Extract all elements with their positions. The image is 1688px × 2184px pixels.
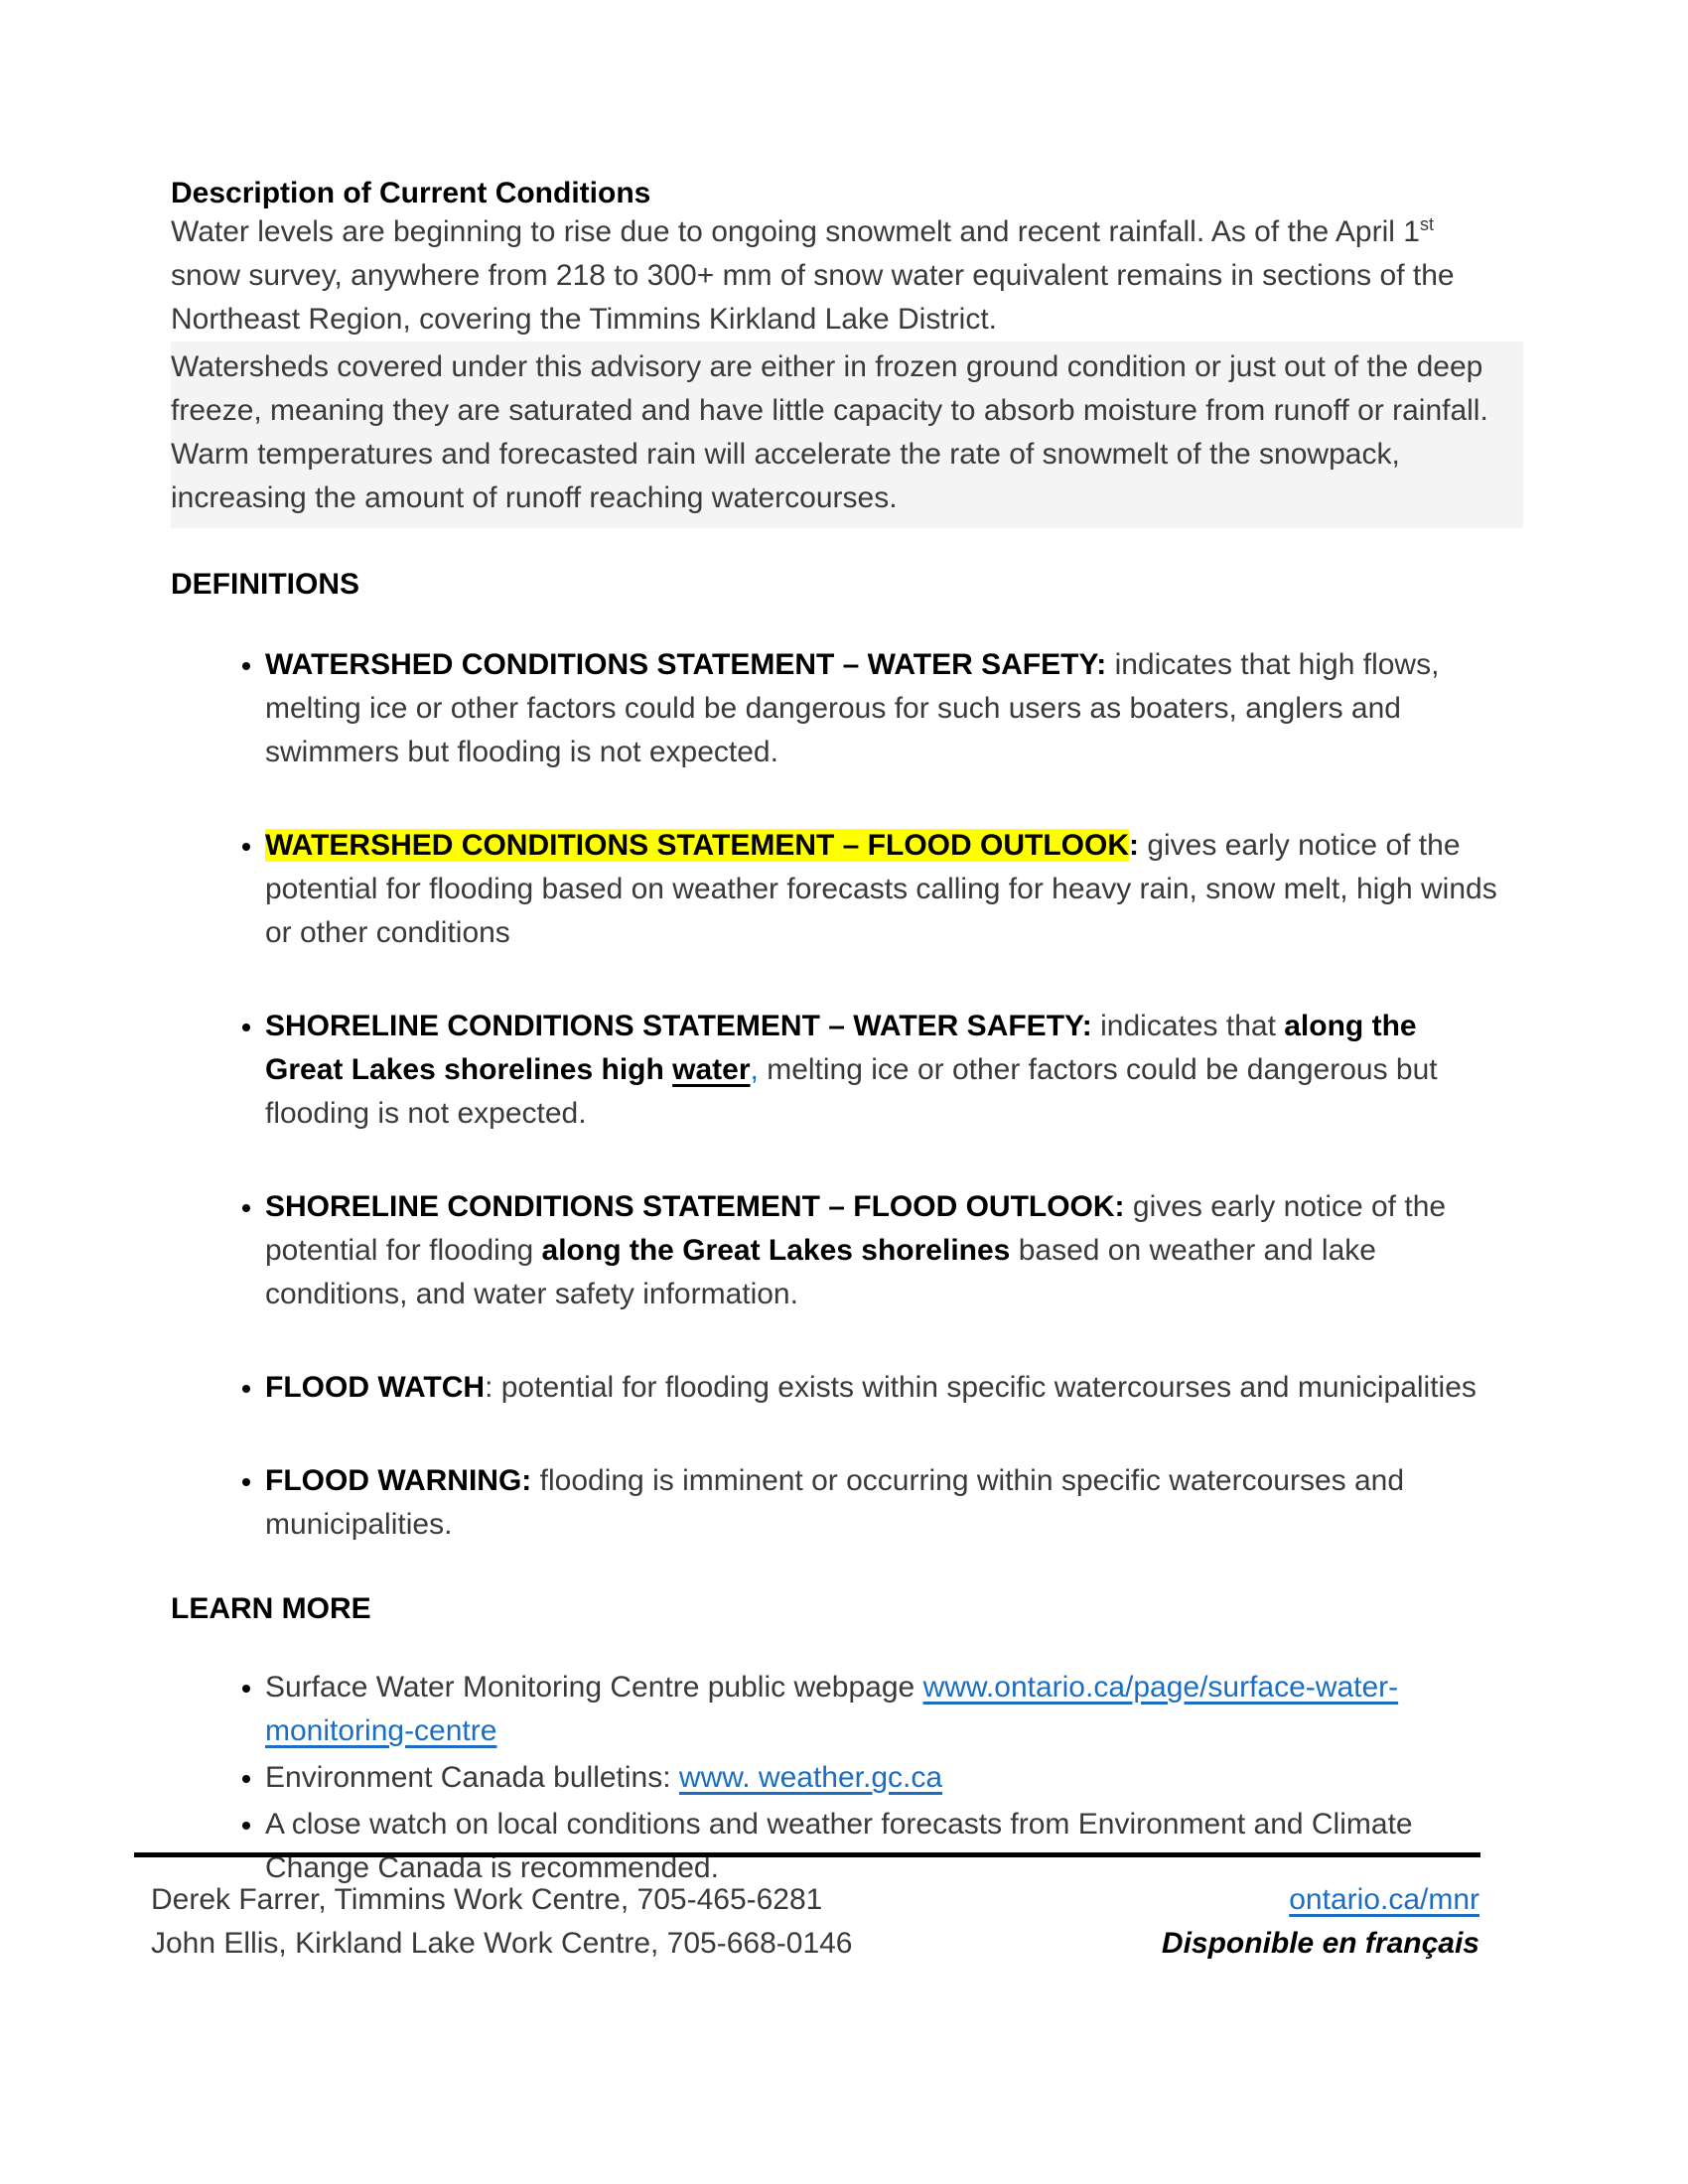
learn-more-text: A close watch on local conditions and weather forecasts from Environment and Climate Change Canada is recommended. xyxy=(265,1808,1413,1884)
definition-flood-watch xyxy=(265,1366,1501,1410)
definition-blue-comma: , xyxy=(750,1053,759,1086)
paragraph-watersheds-advisory: Watersheds covered under this advisory are either in frozen ground condition or just out of the deep freeze, meaning they are saturated and have little capacity to absorb moisture from runoff or rainfall. Warm temperatures and forecasted rain will accelerate the rate of snowmelt of the snowpack, increasing the amount of runoff reaching watercourses. xyxy=(171,341,1523,528)
superscript-st: st xyxy=(1419,214,1434,234)
definition-description-lead: gives early notice of the potential for flooding xyxy=(265,1190,1447,1267)
definition-description: indicates that high flows, melting ice or other factors could be dangerous for such users as boaters, anglers and swimmers but flooding is not expected. xyxy=(265,648,1440,768)
weather-gc-ca-link[interactable]: www. weather.gc.ca xyxy=(678,1761,943,1794)
footer-contact-derek-farrer: Derek Farrer, Timmins Work Centre, 705-465-6281 xyxy=(151,1883,823,1916)
definition-description: melting ice or other factors could be dangerous but flooding is not expected. xyxy=(265,1053,1438,1130)
heading-current-conditions: Description of Current Conditions xyxy=(171,177,651,209)
definition-description: gives early notice of the potential for flooding based on weather forecasts calling for heavy rain, snow melt, high winds or other conditions xyxy=(265,829,1497,949)
heading-definitions: DEFINITIONS xyxy=(171,568,360,601)
definition-description: : potential for flooding exists within specific watercourses and municipalities xyxy=(485,1371,1477,1404)
definition-description-lead: indicates that xyxy=(1091,1010,1285,1042)
footer xyxy=(151,1878,1479,1966)
definition-term: SHORELINE CONDITIONS STATEMENT – WATER SAFETY: xyxy=(265,1010,1092,1042)
heading-learn-more: LEARN MORE xyxy=(171,1592,371,1625)
definition-term: SHORELINE CONDITIONS STATEMENT – FLOOD OUTLOOK: xyxy=(265,1190,1125,1223)
definitions-list xyxy=(171,643,1501,1547)
learn-more-item-local-watch xyxy=(265,1803,1501,1890)
definition-bold-phrase: along the Great Lakes shorelines high xyxy=(265,1010,1417,1086)
footer-french-notice: Disponible en français xyxy=(1161,1927,1479,1960)
definition-flood-warning xyxy=(265,1459,1501,1547)
paragraph-current-conditions-text-2: snow survey, anywhere from 218 to 300+ mm of snow water equivalent remains in sections of the Northeast Region, covering the Timmins Kirkland Lake District. xyxy=(171,259,1455,336)
definition-description: based on weather and lake conditions, and water safety information. xyxy=(265,1234,1376,1310)
document-content xyxy=(171,177,1501,1890)
definition-underlined-word: water xyxy=(672,1053,751,1086)
footer-contact-john-ellis: John Ellis, Kirkland Lake Work Centre, 705-668-0146 xyxy=(151,1927,853,1960)
definition-watershed-flood-outlook xyxy=(265,824,1501,955)
paragraph-current-conditions-text-1: Water levels are beginning to rise due to ongoing snowmelt and recent rainfall. As of the April 1 xyxy=(171,215,1420,248)
swmc-webpage-link[interactable]: www.ontario.ca/page/surface-water-monitoring-centre xyxy=(265,1671,1399,1747)
learn-more-item-swmc xyxy=(265,1666,1501,1753)
footer-contacts xyxy=(151,1878,853,1966)
definition-term: WATERSHED CONDITIONS STATEMENT – WATER SAFETY: xyxy=(265,648,1107,681)
learn-more-item-ec-bulletins xyxy=(265,1756,1501,1800)
definition-bold-phrase: along the Great Lakes shorelines xyxy=(541,1234,1011,1267)
definition-term: FLOOD WARNING: xyxy=(265,1464,532,1497)
definition-term-highlighted: WATERSHED CONDITIONS STATEMENT – FLOOD OUTLOOK xyxy=(265,829,1129,862)
definition-term-colon: : xyxy=(1129,829,1139,862)
definition-watershed-water-safety xyxy=(265,643,1501,774)
definition-term: FLOOD WATCH xyxy=(265,1371,486,1404)
footer-divider xyxy=(134,1852,1480,1857)
footer-links xyxy=(1162,1878,1479,1966)
learn-more-text: Environment Canada bulletins: xyxy=(265,1761,679,1794)
ontario-ca-mnr-link[interactable]: ontario.ca/mnr xyxy=(1289,1883,1479,1916)
definition-description: flooding is imminent or occurring within specific watercourses and municipalities. xyxy=(265,1464,1405,1541)
learn-more-text: Surface Water Monitoring Centre public webpage xyxy=(265,1671,923,1704)
definition-shoreline-water-safety xyxy=(265,1005,1501,1136)
definition-shoreline-flood-outlook xyxy=(265,1185,1501,1316)
paragraph-current-conditions xyxy=(171,210,1501,341)
